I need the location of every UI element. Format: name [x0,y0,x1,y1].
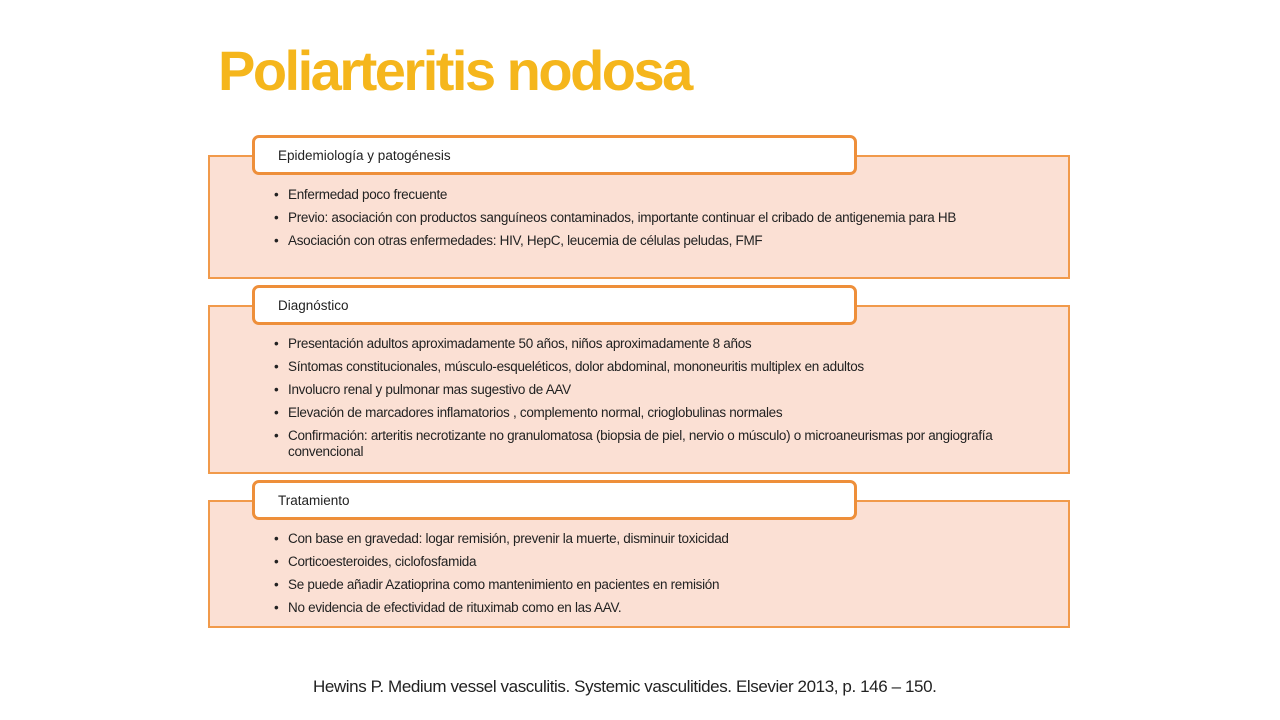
panel-diagnostico [208,305,1070,474]
slide-title: Poliarteritis nodosa [218,39,691,102]
bullet-item: • Corticoesteroides, ciclofosfamida [210,554,1068,570]
header-diagnostico [252,285,857,325]
bullet-item: • Presentación adultos aproximadamente 50 años, niños aproximadamente 8 años [210,336,1068,352]
header-tratamiento [252,480,857,520]
bullet-item: • Enfermedad poco frecuente [210,187,1068,203]
diagnostico-bullets [210,336,1068,460]
bullet-item: • Involucro renal y pulmonar mas sugestivo de AAV [210,382,1068,398]
bullet-item: • Se puede añadir Azatioprina como mantenimiento en pacientes en remisión [210,577,1068,593]
tratamiento-bullets [210,531,1068,616]
header-label: Diagnóstico [278,298,349,313]
bullet-item: • Elevación de marcadores inflamatorios , complemento normal, crioglobulinas normales [210,405,1068,421]
bullet-item: • Síntomas constitucionales, músculo-esqueléticos, dolor abdominal, mononeuritis multiplex en adultos [210,359,1068,375]
bullet-item: • Confirmación: arteritis necrotizante no granulomatosa (biopsia de piel, nervio o músculo) o microaneurismas por angiografía convencional [210,428,1068,460]
bullet-item: • Con base en gravedad: logar remisión, prevenir la muerte, disminuir toxicidad [210,531,1068,547]
bullet-item: • Asociación con otras enfermedades: HIV, HepC, leucemia de células peludas, FMF [210,233,1068,249]
bullet-item: • Previo: asociación con productos sanguíneos contaminados, importante continuar el cribado de antigenemia para HB [210,210,1068,226]
header-epidemiologia [252,135,857,175]
epidemiologia-bullets [210,187,1068,249]
header-label: Epidemiología y patogénesis [278,148,451,163]
header-label: Tratamiento [278,493,350,508]
bullet-item: • No evidencia de efectividad de rituximab como en las AAV. [210,600,1068,616]
citation: Hewins P. Medium vessel vasculitis. Systemic vasculitides. Elsevier 2013, p. 146 – 150. [313,677,937,696]
